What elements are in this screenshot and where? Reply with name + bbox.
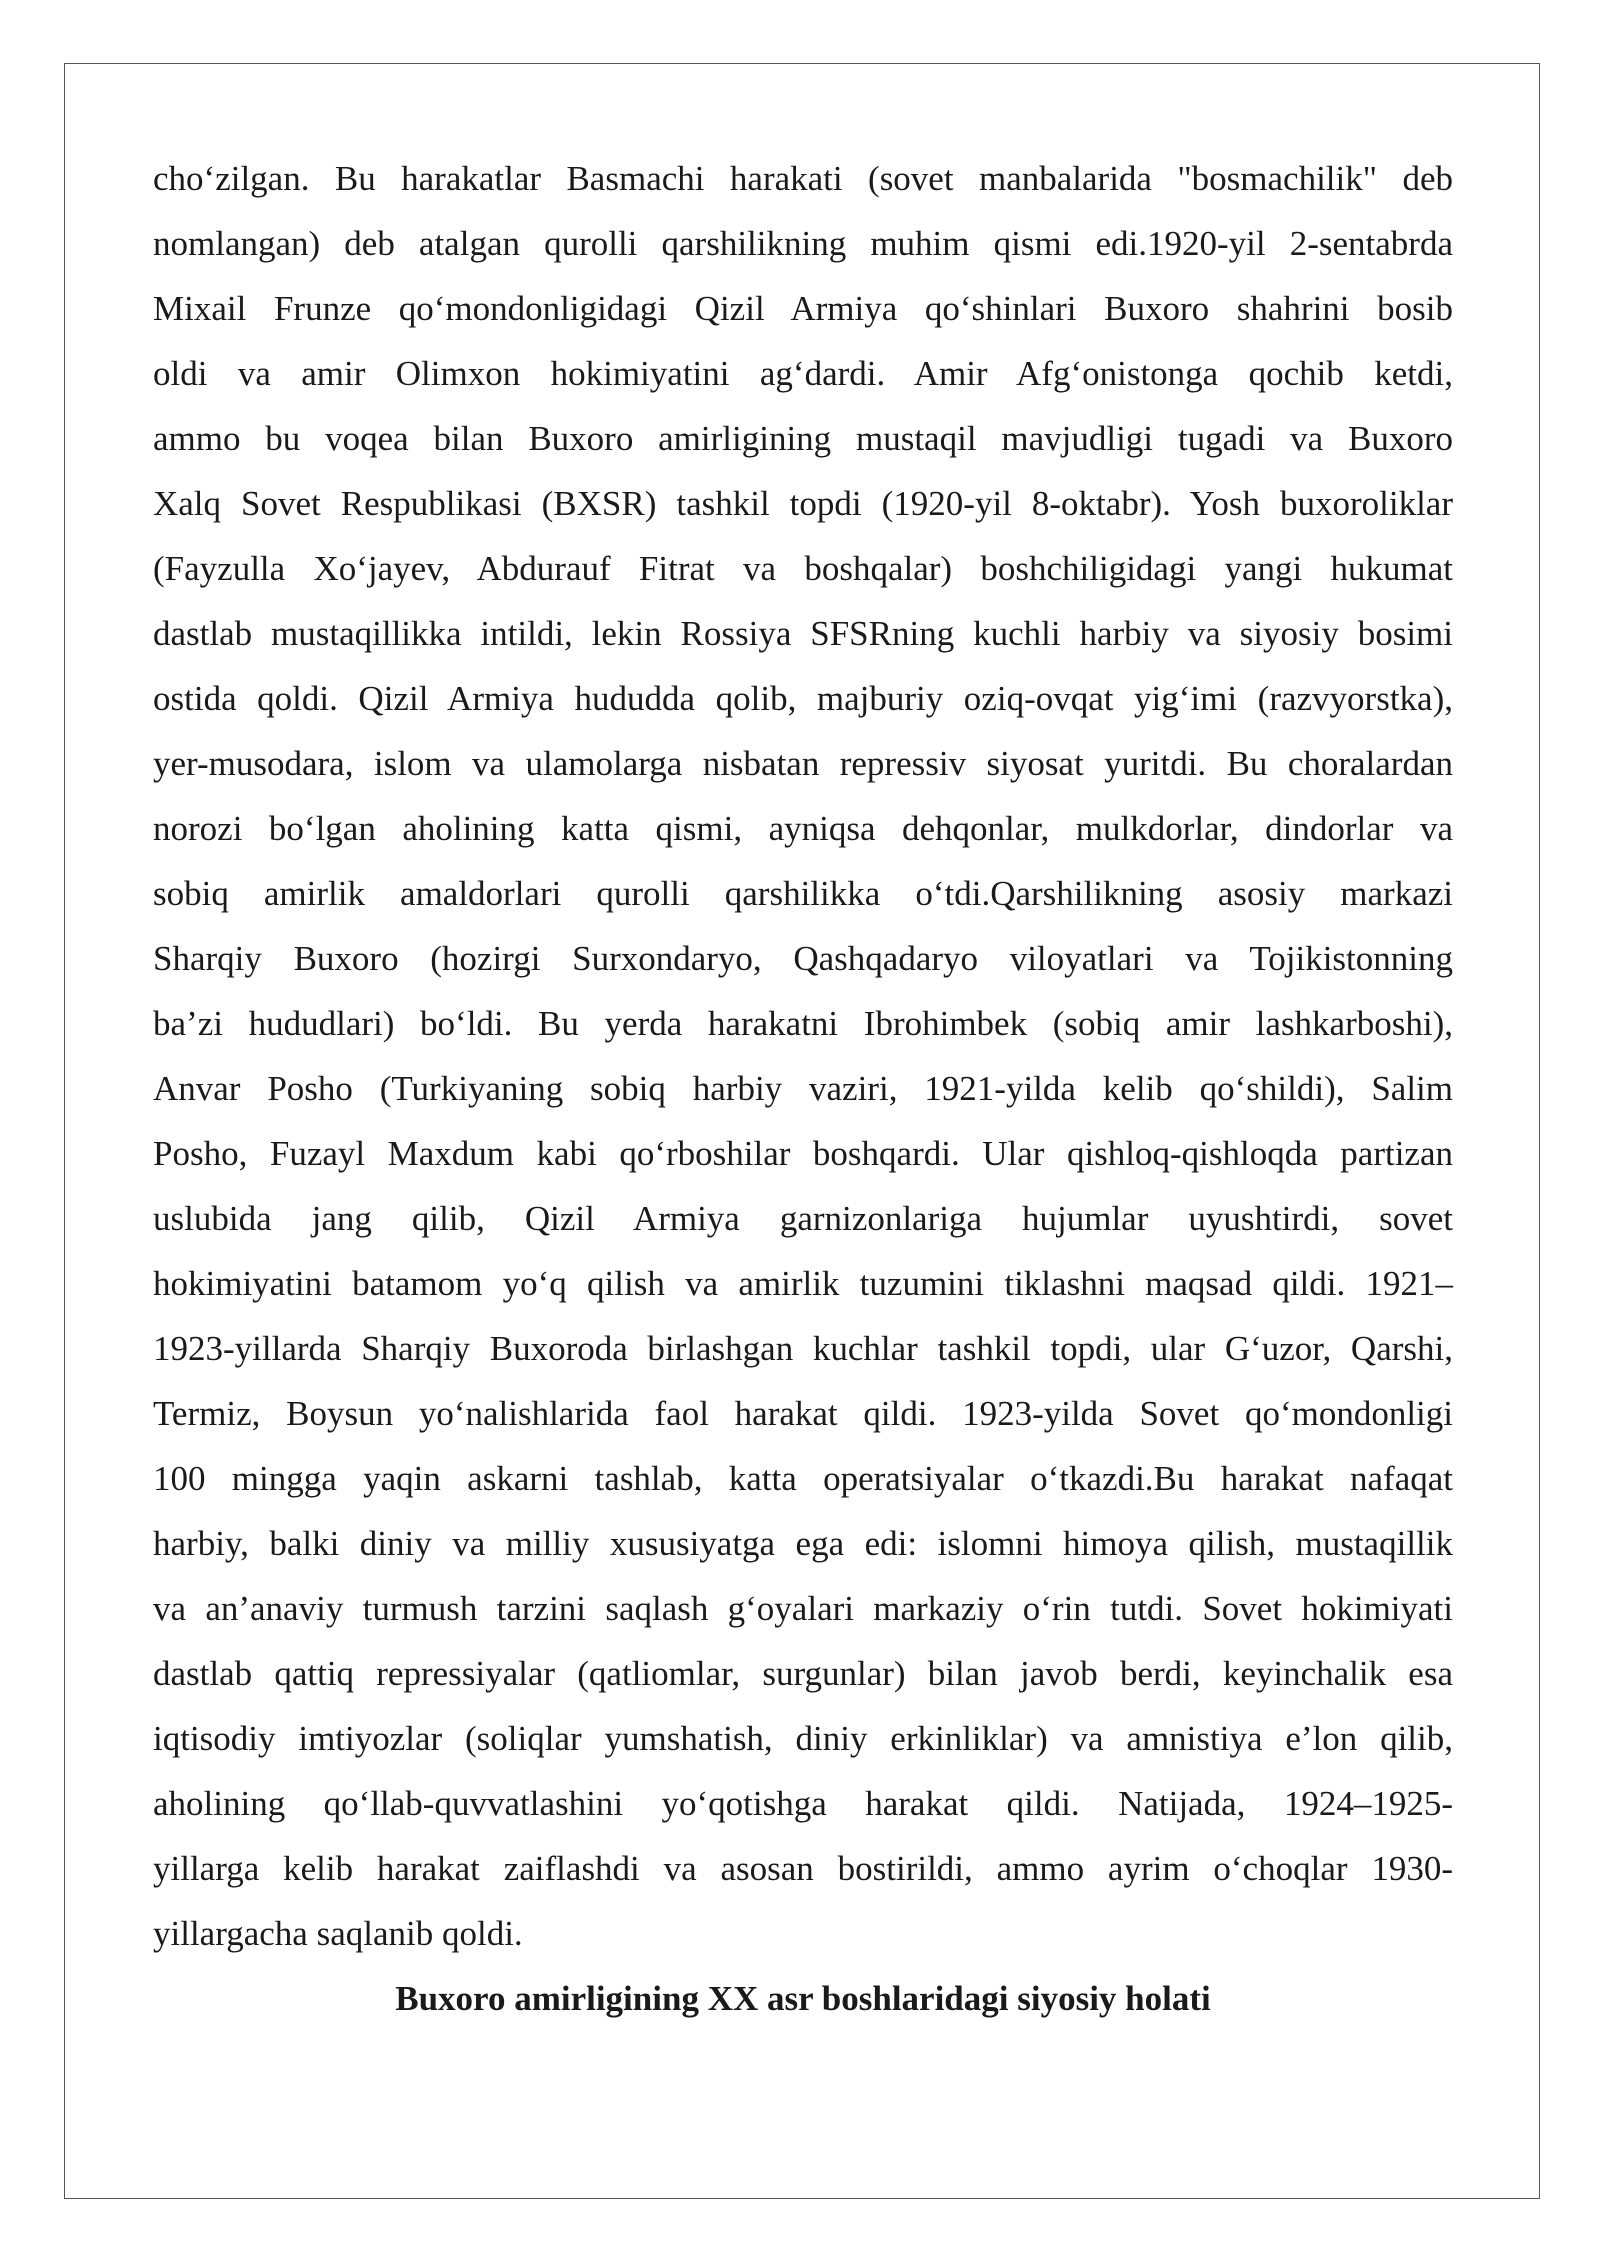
paragraph-line: hokimiyatini batamom yo‘q qilish va amirlik tuzumini tiklashni maqsad qildi. 1921– <box>153 1264 1453 1303</box>
paragraph-line: dastlab qattiq repressiyalar (qatliomlar, surgunlar) bilan javob berdi, keyinchalik esa <box>153 1654 1453 1693</box>
paragraph-line: yillarga kelib harakat zaiflashdi va asosan bostirildi, ammo ayrim o‘choqlar 1930- <box>153 1849 1453 1888</box>
paragraph-line: uslubida jang qilib, Qizil Armiya garnizonlariga hujumlar uyushtirdi, sovet <box>153 1199 1453 1238</box>
section-heading: Buxoro amirligining XX asr boshlaridagi siyosiy holati <box>395 1979 1211 2018</box>
paragraph-line: oldi va amir Olimxon hokimiyatini ag‘dardi. Amir Afg‘onistonga qochib ketdi, <box>153 354 1453 393</box>
paragraph-line: cho‘zilgan. Bu harakatlar Basmachi harakati (sovet manbalarida "bosmachilik" deb <box>153 159 1453 198</box>
paragraph-line: Anvar Posho (Turkiyaning sobiq harbiy vaziri, 1921-yilda kelib qo‘shildi), Salim <box>153 1069 1453 1108</box>
paragraph-line: norozi bo‘lgan aholining katta qismi, ayniqsa dehqonlar, mulkdorlar, dindorlar va <box>153 809 1453 848</box>
paragraph-line: yillargacha saqlanib qoldi. <box>153 1914 523 1953</box>
paragraph-line: ba’zi hududlari) bo‘ldi. Bu yerda harakatni Ibrohimbek (sobiq amir lashkarboshi), <box>153 1004 1453 1043</box>
paragraph-line: ostida qoldi. Qizil Armiya hududda qolib, majburiy oziq-ovqat yig‘imi (razvyorstka), <box>153 679 1453 718</box>
paragraph-line: dastlab mustaqillikka intildi, lekin Rossiya SFSRning kuchli harbiy va siyosiy bosimi <box>153 614 1453 653</box>
paragraph-line: aholining qo‘llab-quvvatlashini yo‘qotishga harakat qildi. Natijada, 1924–1925- <box>153 1784 1453 1823</box>
paragraph-line: sobiq amirlik amaldorlari qurolli qarshilikka o‘tdi.Qarshilikning asosiy markazi <box>153 874 1453 913</box>
document-body <box>153 146 1453 2031</box>
paragraph-line: 100 mingga yaqin askarni tashlab, katta operatsiyalar o‘tkazdi.Bu harakat nafaqat <box>153 1459 1453 1498</box>
paragraph-line: Sharqiy Buxoro (hozirgi Surxondaryo, Qashqadaryo viloyatlari va Tojikistonning <box>153 939 1453 978</box>
paragraph-line: (Fayzulla Xo‘jayev, Abdurauf Fitrat va boshqalar) boshchiligidagi yangi hukumat <box>153 549 1453 588</box>
body-paragraph <box>153 146 1453 1966</box>
paragraph-line: Termiz, Boysun yo‘nalishlarida faol harakat qildi. 1923-yilda Sovet qo‘mondonligi <box>153 1394 1453 1433</box>
paragraph-line: ammo bu voqea bilan Buxoro amirligining mustaqil mavjudligi tugadi va Buxoro <box>153 419 1453 458</box>
paragraph-line: va an’anaviy turmush tarzini saqlash g‘oyalari markaziy o‘rin tutdi. Sovet hokimiyati <box>153 1589 1453 1628</box>
paragraph-line: nomlangan) deb atalgan qurolli qarshilikning muhim qismi edi.1920-yil 2-sentabrda <box>153 224 1453 263</box>
paragraph-line: Mixail Frunze qo‘mondonligidagi Qizil Armiya qo‘shinlari Buxoro shahrini bosib <box>153 289 1453 328</box>
paragraph-line: Posho, Fuzayl Maxdum kabi qo‘rboshilar boshqardi. Ular qishloq-qishloqda partizan <box>153 1134 1453 1173</box>
paragraph-line: iqtisodiy imtiyozlar (soliqlar yumshatish, diniy erkinliklar) va amnistiya e’lon qilib, <box>153 1719 1453 1758</box>
paragraph-line: Xalq Sovet Respublikasi (BXSR) tashkil topdi (1920-yil 8-oktabr). Yosh buxoroliklar <box>153 484 1453 523</box>
paragraph-line: 1923-yillarda Sharqiy Buxoroda birlashgan kuchlar tashkil topdi, ular G‘uzor, Qarshi, <box>153 1329 1453 1368</box>
paragraph-line: yer-musodara, islom va ulamolarga nisbatan repressiv siyosat yuritdi. Bu choralardan <box>153 744 1453 783</box>
paragraph-line: harbiy, balki diniy va milliy xususiyatga ega edi: islomni himoya qilish, mustaqillik <box>153 1524 1453 1563</box>
